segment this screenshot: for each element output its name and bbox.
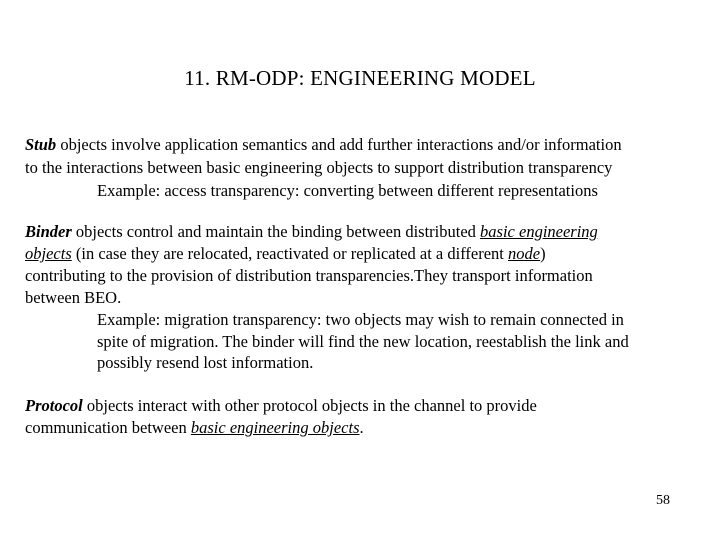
basic-engineering-objects-link[interactable]: basic engineering objects [190, 418, 360, 437]
stub-example: Example: access transparency: converting between different representations [97, 181, 598, 200]
protocol-line-1-text: objects interact with other protocol objects in the channel to provide [82, 396, 537, 415]
protocol-line-1 [25, 396, 537, 416]
basic-engineering-link[interactable]: basic engineering [480, 222, 598, 241]
protocol-line-2-end: . [359, 418, 364, 437]
page-number: 58 [656, 493, 670, 508]
binder-line-2 [25, 244, 546, 264]
binder-term: Binder [25, 222, 72, 241]
binder-line-2-text: (in case they are relocated, reactivated or replicated at a different [71, 244, 508, 263]
protocol-term: Protocol [25, 396, 83, 415]
binder-line-4: between BEO. [25, 288, 122, 307]
binder-example-2: spite of migration. The binder will find the new location, reestablish the link and [97, 332, 629, 351]
stub-term: Stub [25, 135, 57, 154]
binder-example-1: Example: migration transparency: two objects may wish to remain connected in [97, 310, 624, 329]
objects-link[interactable]: objects [25, 244, 72, 263]
binder-line-1 [25, 222, 598, 242]
stub-line-1-text: objects involve application semantics and add further interactions and/or information [56, 135, 622, 154]
slide-title: 11. RM-ODP: ENGINEERING MODEL [184, 66, 536, 90]
binder-line-2-end: ) [540, 244, 546, 263]
stub-line-2: to the interactions between basic engineering objects to support distribution transparency [25, 158, 613, 177]
protocol-line-2-text: communication between [25, 418, 191, 437]
binder-line-3: contributing to the provision of distribution transparencies.They transport information [25, 266, 593, 285]
stub-line-1 [25, 135, 622, 155]
binder-line-1-text: objects control and maintain the binding between distributed [71, 222, 481, 241]
node-link[interactable]: node [508, 244, 541, 263]
binder-example-3: possibly resend lost information. [97, 353, 314, 372]
protocol-line-2 [25, 418, 364, 438]
